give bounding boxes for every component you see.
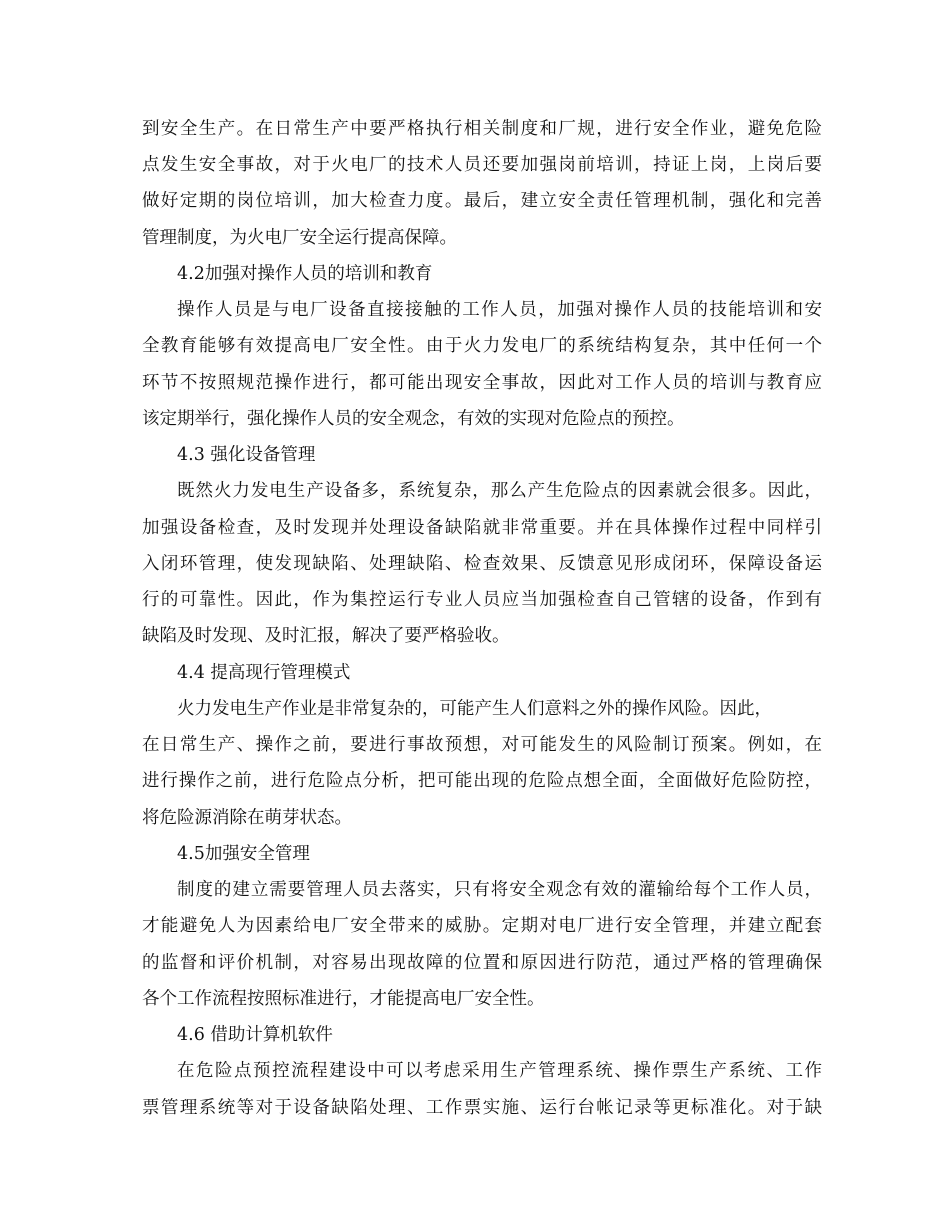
section-heading-4-3: 4.3 强化设备管理 xyxy=(177,445,316,465)
paragraph-line: 行的可靠性。因此，作为集控运行专业人员应当加强检查自己管辖的设备，作到有 xyxy=(142,590,822,610)
paragraph-line: 既然火力发电生产设备多，系统复杂，那么产生危险点的因素就会很多。因此， xyxy=(177,481,822,501)
paragraph-line: 做好定期的岗位培训，加大检查力度。最后，建立安全责任管理机制，强化和完善 xyxy=(142,191,822,211)
paragraph-line: 入闭环管理，使发现缺陷、处理缺陷、检查效果、反馈意见形成闭环，保障设备运 xyxy=(142,554,822,574)
section-heading-4-2: 4.2加强对操作人员的培训和教育 xyxy=(177,264,433,284)
paragraph-line: 制度的建立需要管理人员去落实，只有将安全观念有效的灌输给每个工作人员， xyxy=(177,880,822,900)
paragraph-line: 的监督和评价机制，对容易出现故障的位置和原因进行防范，通过严格的管理确保 xyxy=(142,953,822,973)
paragraph-line: 票管理系统等对于设备缺陷处理、工作票实施、运行台帐记录等更标准化。对于缺 xyxy=(142,1098,822,1118)
section-heading-4-5: 4.5加强安全管理 xyxy=(177,844,310,864)
paragraph-line: 在日常生产、操作之前，要进行事故预想，对可能发生的风险制订预案。例如，在 xyxy=(142,735,822,755)
section-heading-4-6: 4.6 借助计算机软件 xyxy=(177,1025,333,1045)
paragraph-line: 到安全生产。在日常生产中要严格执行相关制度和厂规，进行安全作业，避免危险 xyxy=(142,119,822,139)
paragraph-line: 在危险点预控流程建设中可以考虑采用生产管理系统、操作票生产系统、工作 xyxy=(177,1061,822,1081)
paragraph-line: 各个工作流程按照标准进行，才能提高电厂安全性。 xyxy=(142,989,545,1009)
paragraph-line: 点发生安全事故，对于火电厂的技术人员还要加强岗前培训，持证上岗，上岗后要 xyxy=(142,155,822,175)
paragraph-line: 将危险源消除在萌芽状态。 xyxy=(142,808,352,828)
paragraph-line: 全教育能够有效提高电厂安全性。由于火力发电厂的系统结构复杂，其中任何一个 xyxy=(142,336,822,356)
paragraph-line: 才能避免人为因素给电厂安全带来的威胁。定期对电厂进行安全管理，并建立配套 xyxy=(142,916,822,936)
paragraph-line: 管理制度，为火电厂安全运行提高保障。 xyxy=(142,228,457,248)
section-heading-4-4: 4.4 提高现行管理模式 xyxy=(177,663,351,683)
paragraph-line: 火力发电生产作业是非常复杂的，可能产生人们意料之外的操作风险。因此， xyxy=(177,699,772,719)
paragraph-line: 缺陷及时发现、及时汇报，解决了要严格验收。 xyxy=(142,626,510,646)
paragraph-line: 加强设备检查，及时发现并处理设备缺陷就非常重要。并在具体操作过程中同样引 xyxy=(142,518,822,538)
paragraph-line: 进行操作之前，进行危险点分析，把可能出现的危险点想全面，全面做好危险防控， xyxy=(142,771,822,791)
paragraph-line: 该定期举行，强化操作人员的安全观念，有效的实现对危险点的预控。 xyxy=(142,409,685,429)
paragraph-line: 环节不按照规范操作进行，都可能出现安全事故，因此对工作人员的培训与教育应 xyxy=(142,373,822,393)
paragraph-line: 操作人员是与电厂设备直接接触的工作人员，加强对操作人员的技能培训和安 xyxy=(177,300,822,320)
